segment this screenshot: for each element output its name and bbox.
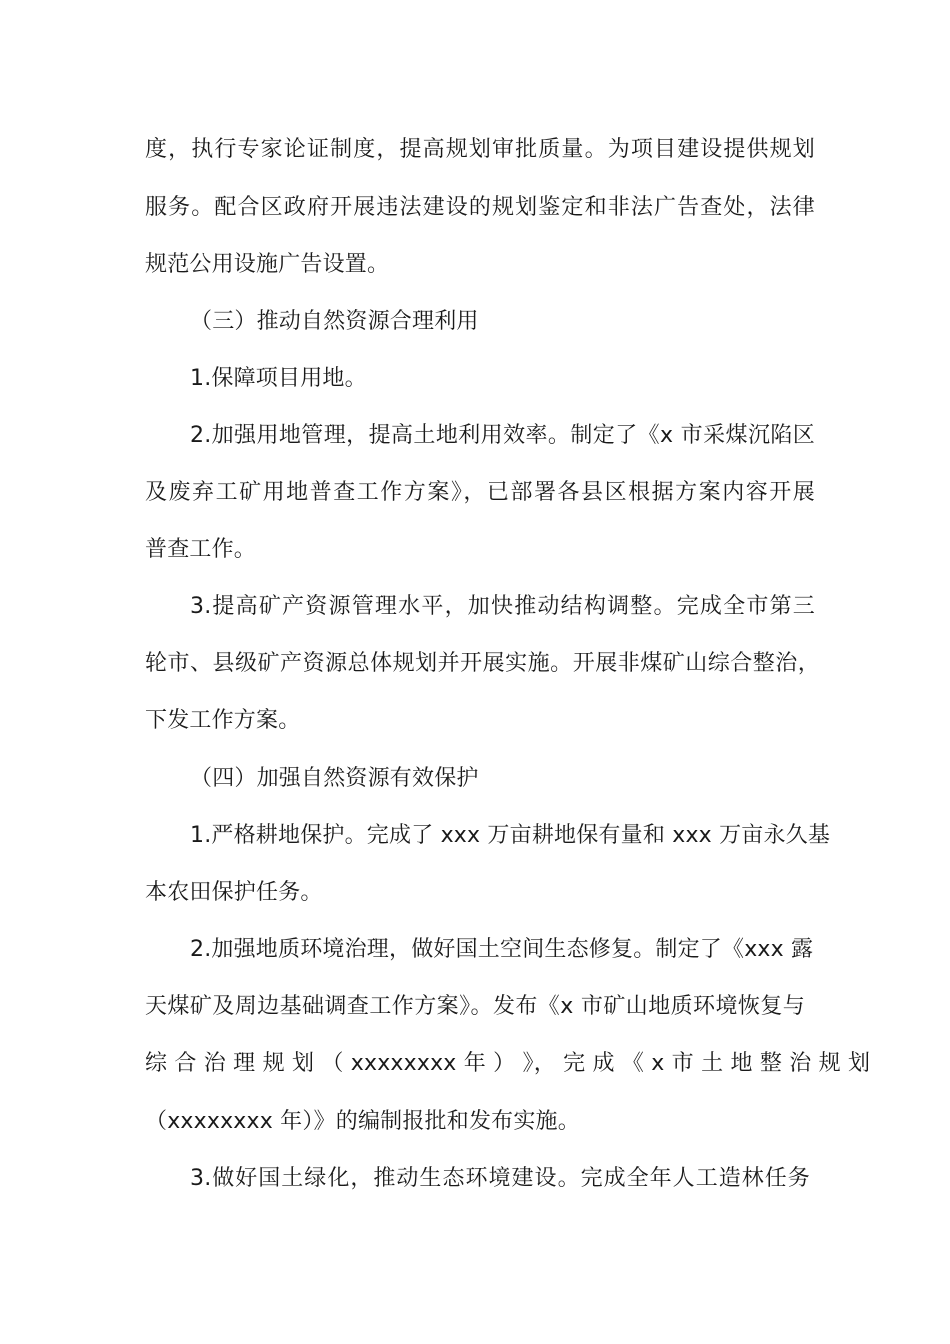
text-line-16: 天煤矿及周边基础调查工作方案》。发布《x 市矿山地质环境恢复与 <box>145 994 805 1019</box>
text-line-9: 3.提高矿产资源管理水平，加快推动结构调整。完成全市第三 <box>190 594 815 619</box>
text-line-1: 度，执行专家论证制度，提高规划审批质量。为项目建设提供规划 <box>145 137 815 162</box>
text-line-13: 1.严格耕地保护。完成了 xxx 万亩耕地保有量和 xxx 万亩永久基 <box>190 823 831 848</box>
text-line-15: 2.加强地质环境治理，做好国土空间生态修复。制定了《xxx 露 <box>190 937 814 962</box>
text-line-3: 规范公用设施广告设置。 <box>145 252 390 277</box>
text-line-10: 轮市、县级矿产资源总体规划并开展实施。开展非煤矿山综合整治， <box>145 651 820 676</box>
section-heading-4: （四）加强自然资源有效保护 <box>190 766 479 791</box>
text-line-17: 综 合 治 理 规 划 （ xxxxxxxx 年 ） 》， 完 成 《 x 市 土 地 整 治 规 划 <box>145 1051 871 1076</box>
section-heading-3: （三）推动自然资源合理利用 <box>190 309 479 334</box>
text-line-19: 3.做好国土绿化，推动生态环境建设。完成全年人工造林任务 <box>190 1166 810 1191</box>
text-line-6: 2.加强用地管理，提高土地利用效率。制定了《x 市采煤沉陷区 <box>190 423 815 448</box>
text-line-5: 1.保障项目用地。 <box>190 366 367 391</box>
text-line-14: 本农田保护任务。 <box>145 880 323 905</box>
text-line-8: 普查工作。 <box>145 537 257 562</box>
text-line-11: 下发工作方案。 <box>145 708 301 733</box>
text-line-2: 服务。配合区政府开展违法建设的规划鉴定和非法广告查处，法律 <box>145 195 815 220</box>
text-line-7: 及废弃工矿用地普查工作方案》，已部署各县区根据方案内容开展 <box>145 480 815 505</box>
text-line-18: （xxxxxxxx 年）》的编制报批和发布实施。 <box>145 1109 580 1134</box>
